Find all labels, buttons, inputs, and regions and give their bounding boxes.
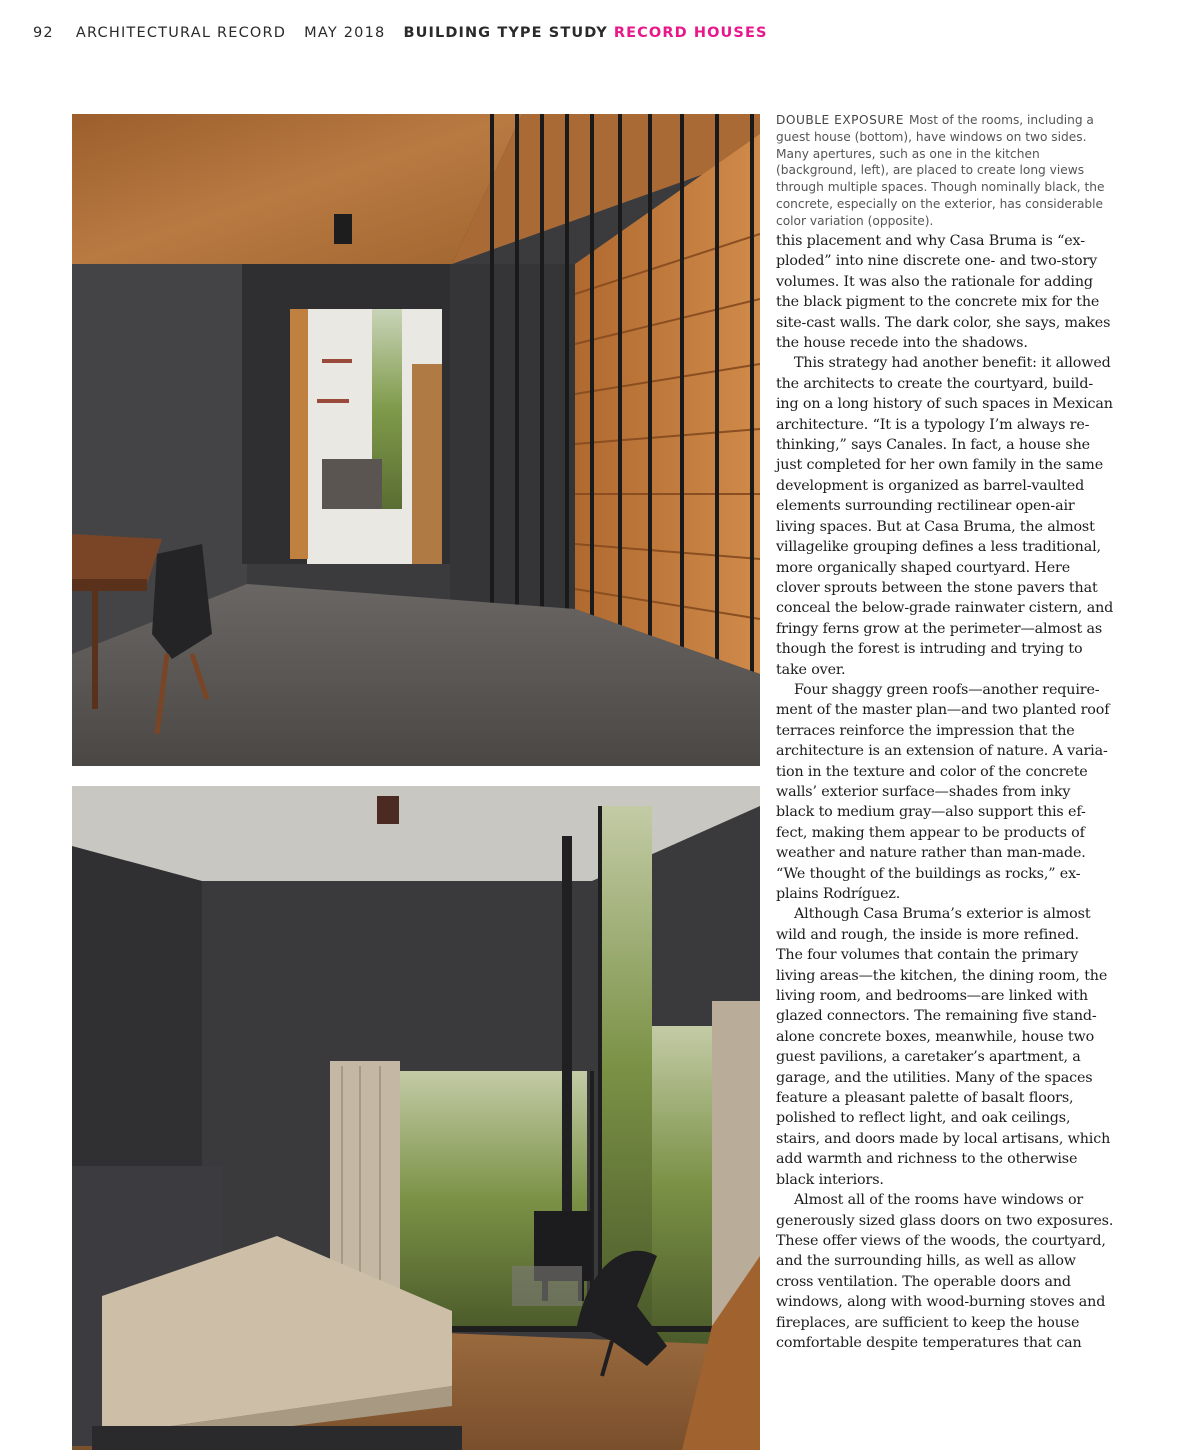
body-text-line: development is organized as barrel-vaulted xyxy=(776,477,1085,494)
body-text-line: architecture is an extension of nature. A varia- xyxy=(776,743,1108,760)
body-text-line: ment of the master plan—and two planted roof xyxy=(776,702,1110,719)
body-text-line: comfortable despite temperatures that can xyxy=(776,1334,1082,1351)
body-text-line: living areas—the kitchen, the dining room, the xyxy=(776,967,1108,984)
body-text-line: This strategy had another benefit: it allowed xyxy=(794,355,1111,372)
body-text-line: alone concrete boxes, meanwhile, house two xyxy=(776,1028,1095,1045)
running-header xyxy=(33,25,768,45)
body-text-line: terraces reinforce the impression that the xyxy=(776,722,1075,739)
body-text-line: fect, making them appear to be products of xyxy=(776,824,1085,841)
section-label: BUILDING TYPE STUDY xyxy=(403,25,608,41)
body-text-line: just completed for her own family in the same xyxy=(776,457,1104,474)
body-text-line: guest pavilions, a caretaker’s apartment, a xyxy=(776,1049,1081,1066)
body-text-line: take over. xyxy=(776,661,846,678)
body-text-line: more organically shaped courtyard. Here xyxy=(776,559,1071,576)
photo-dining-staircase xyxy=(72,114,760,766)
section-accent-label: RECORD HOUSES xyxy=(613,25,768,41)
body-text-line: weather and nature rather than man-made. xyxy=(776,845,1086,862)
body-text-line: wild and rough, the inside is more refined. xyxy=(776,926,1079,943)
body-text-line: ing on a long history of such spaces in Mexican xyxy=(776,396,1113,413)
body-text-line: elements surrounding rectilinear open-air xyxy=(776,498,1075,515)
article-body xyxy=(776,231,1116,1353)
body-text-line: volumes. It was also the rationale for adding xyxy=(776,273,1093,290)
body-text-line: ploded” into nine discrete one- and two-story xyxy=(776,253,1098,270)
body-text-line: villagelike grouping defines a less traditional, xyxy=(776,539,1101,556)
body-text-line: These offer views of the woods, the courtyard, xyxy=(776,1232,1106,1249)
body-text-line: living spaces. But at Casa Bruma, the almost xyxy=(776,518,1095,535)
issue-date: MAY 2018 xyxy=(304,25,386,41)
photo-caption xyxy=(776,112,1116,230)
body-text-line: polished to reflect light, and oak ceilings, xyxy=(776,1110,1071,1127)
photo-guest-bedroom xyxy=(72,786,760,1450)
body-text-line: thinking,” says Canales. In fact, a house she xyxy=(776,437,1090,454)
body-text-line: clover sprouts between the stone pavers that xyxy=(776,579,1098,596)
body-text-line: windows, along with wood-burning stoves and xyxy=(776,1294,1106,1311)
body-text-line: feature a pleasant palette of basalt floors, xyxy=(776,1090,1074,1107)
body-text-line: Almost all of the rooms have windows or xyxy=(794,1192,1084,1209)
body-text-line: glazed connectors. The remaining five stand- xyxy=(776,1008,1097,1025)
body-text-line: garage, and the utilities. Many of the spaces xyxy=(776,1069,1093,1086)
body-text-line: tion in the texture and color of the concrete xyxy=(776,763,1088,780)
caption-title: DOUBLE EXPOSURE xyxy=(776,113,904,127)
body-text-line: black interiors. xyxy=(776,1171,884,1188)
body-text-line: black to medium gray—also support this ef- xyxy=(776,804,1086,821)
body-text-line: generously sized glass doors on two exposures. xyxy=(776,1212,1114,1229)
body-text-line: stairs, and doors made by local artisans, which xyxy=(776,1130,1111,1147)
body-text-line: fireplaces, are sufficient to keep the house xyxy=(776,1314,1080,1331)
page-number: 92 xyxy=(33,25,54,41)
body-text-line: site-cast walls. The dark color, she says, makes xyxy=(776,314,1111,331)
body-text-line: the house recede into the shadows. xyxy=(776,335,1028,352)
body-text-line: conceal the below-grade rainwater cistern, and xyxy=(776,600,1114,617)
body-text-line: add warmth and richness to the otherwise xyxy=(776,1151,1078,1168)
body-text-line: The four volumes that contain the primary xyxy=(776,947,1079,964)
body-text-line: living room, and bedrooms—are linked with xyxy=(776,988,1088,1005)
magazine-name: ARCHITECTURAL RECORD xyxy=(75,25,287,41)
body-text-line: though the forest is intruding and trying to xyxy=(776,641,1083,658)
body-text-line: the black pigment to the concrete mix for the xyxy=(776,294,1100,311)
body-text-line: architecture. “It is a typology I’m always re- xyxy=(776,416,1090,433)
body-text-line: plains Rodríguez. xyxy=(776,886,901,902)
body-text-line: fringy ferns grow at the perimeter—almost as xyxy=(776,620,1103,637)
body-text-line: the architects to create the courtyard, build- xyxy=(776,375,1094,392)
body-text-line: Four shaggy green roofs—another require- xyxy=(794,681,1100,698)
body-text-line: walls’ exterior surface—shades from inky xyxy=(776,783,1071,800)
body-text-line: and the surrounding hills, as well as allow xyxy=(776,1253,1076,1270)
body-text-line: this placement and why Casa Bruma is “ex- xyxy=(776,233,1085,249)
body-text-line: Although Casa Bruma’s exterior is almost xyxy=(794,906,1091,923)
body-text-line: “We thought of the buildings as rocks,” ex- xyxy=(776,865,1081,882)
caption-text: Most of the rooms, including a guest house (bottom), have windows on two sides. Many apertures, such as one in the kitchen (background, left), are placed to create long views through multiple spaces. Though nominally black, the concrete, especially on the exterior, has considerable color variation (opposite). xyxy=(776,113,1105,228)
body-text-line: cross ventilation. The operable doors and xyxy=(776,1273,1071,1290)
